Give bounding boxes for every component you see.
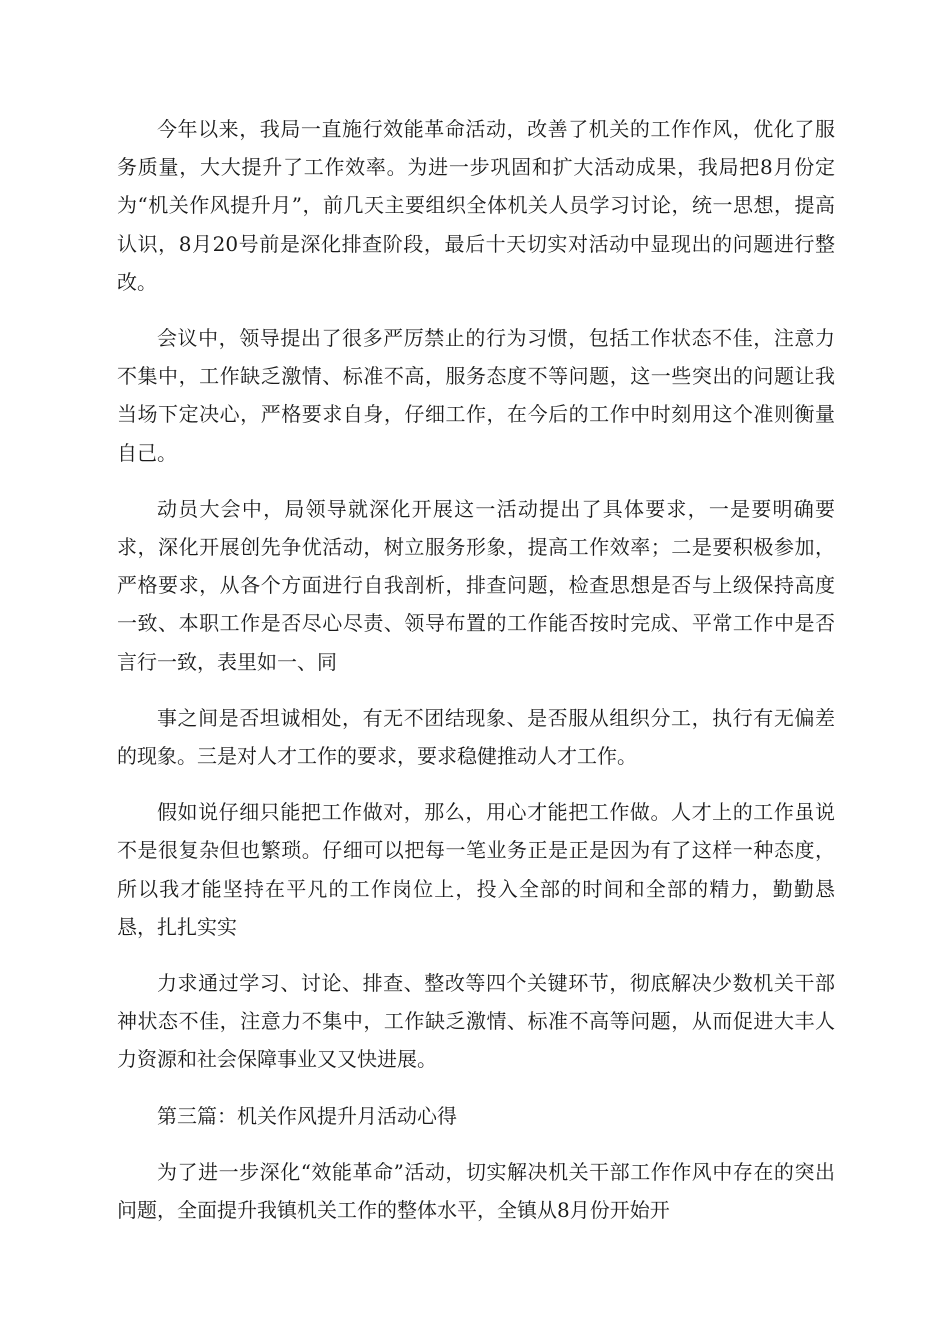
document-body bbox=[117, 110, 835, 1247]
paragraph-1: 今年以来，我局一直施行效能革命活动，改善了机关的工作作风，优化了服务质量，大大提升了工作效率。为进一步巩固和扩大活动成果，我局把8月份定为“机关作风提升月”，前几天主要组织全体机关人员学习讨论，统一思想，提高认识，8月20号前是深化排查阶段，最后十天切实对活动中显现出的问题进行整改。 bbox=[117, 117, 835, 294]
paragraph-5: 假如说仔细只能把工作做对，那么，用心才能把工作做。人才上的工作虽说不是很复杂但也繁琐。仔细可以把每一笔业务正是正是因为有了这样一种态度，所以我才能坚持在平凡的工作岗位上，投入全部的时间和全部的精力，勤勤恳恳，扎扎实实 bbox=[117, 800, 835, 939]
paragraph-6: 力求通过学习、讨论、排查、整改等四个关键环节，彻底解决少数机关干部神状态不佳，注意力不集中，工作缺乏激情、标准不高等问题，从而促进大丰人力资源和社会保障事业又又快进展。 bbox=[117, 971, 835, 1072]
section-heading: 第三篇：机关作风提升月活动心得 bbox=[157, 1103, 457, 1128]
paragraph-2: 会议中，领导提出了很多严厉禁止的行为习惯，包括工作状态不佳，注意力不集中，工作缺乏激情、标准不高，服务态度不等问题，这一些突出的问题让我当场下定决心，严格要求自身，仔细工作，在今后的工作中时刻用这个准则衡量自己。 bbox=[117, 326, 835, 465]
paragraph-4: 事之间是否坦诚相处，有无不团结现象、是否服从组织分工，执行有无偏差的现象。三是对人才工作的要求，要求稳健推动人才工作。 bbox=[117, 705, 835, 769]
paragraph-7: 为了进一步深化“效能革命”活动，切实解决机关干部工作作风中存在的突出问题，全面提升我镇机关工作的整体水平，全镇从8月份开始开 bbox=[117, 1159, 835, 1223]
paragraph-3: 动员大会中，局领导就深化开展这一活动提出了具体要求，一是要明确要求，深化开展创先争优活动，树立服务形象，提高工作效率；二是要积极参加，严格要求，从各个方面进行自我剖析，排查问题，检查思想是否与上级保持高度一致、本职工作是否尽心尽责、领导布置的工作能否按时完成、平常工作中是否言行一致，表里如一、同 bbox=[117, 496, 835, 674]
